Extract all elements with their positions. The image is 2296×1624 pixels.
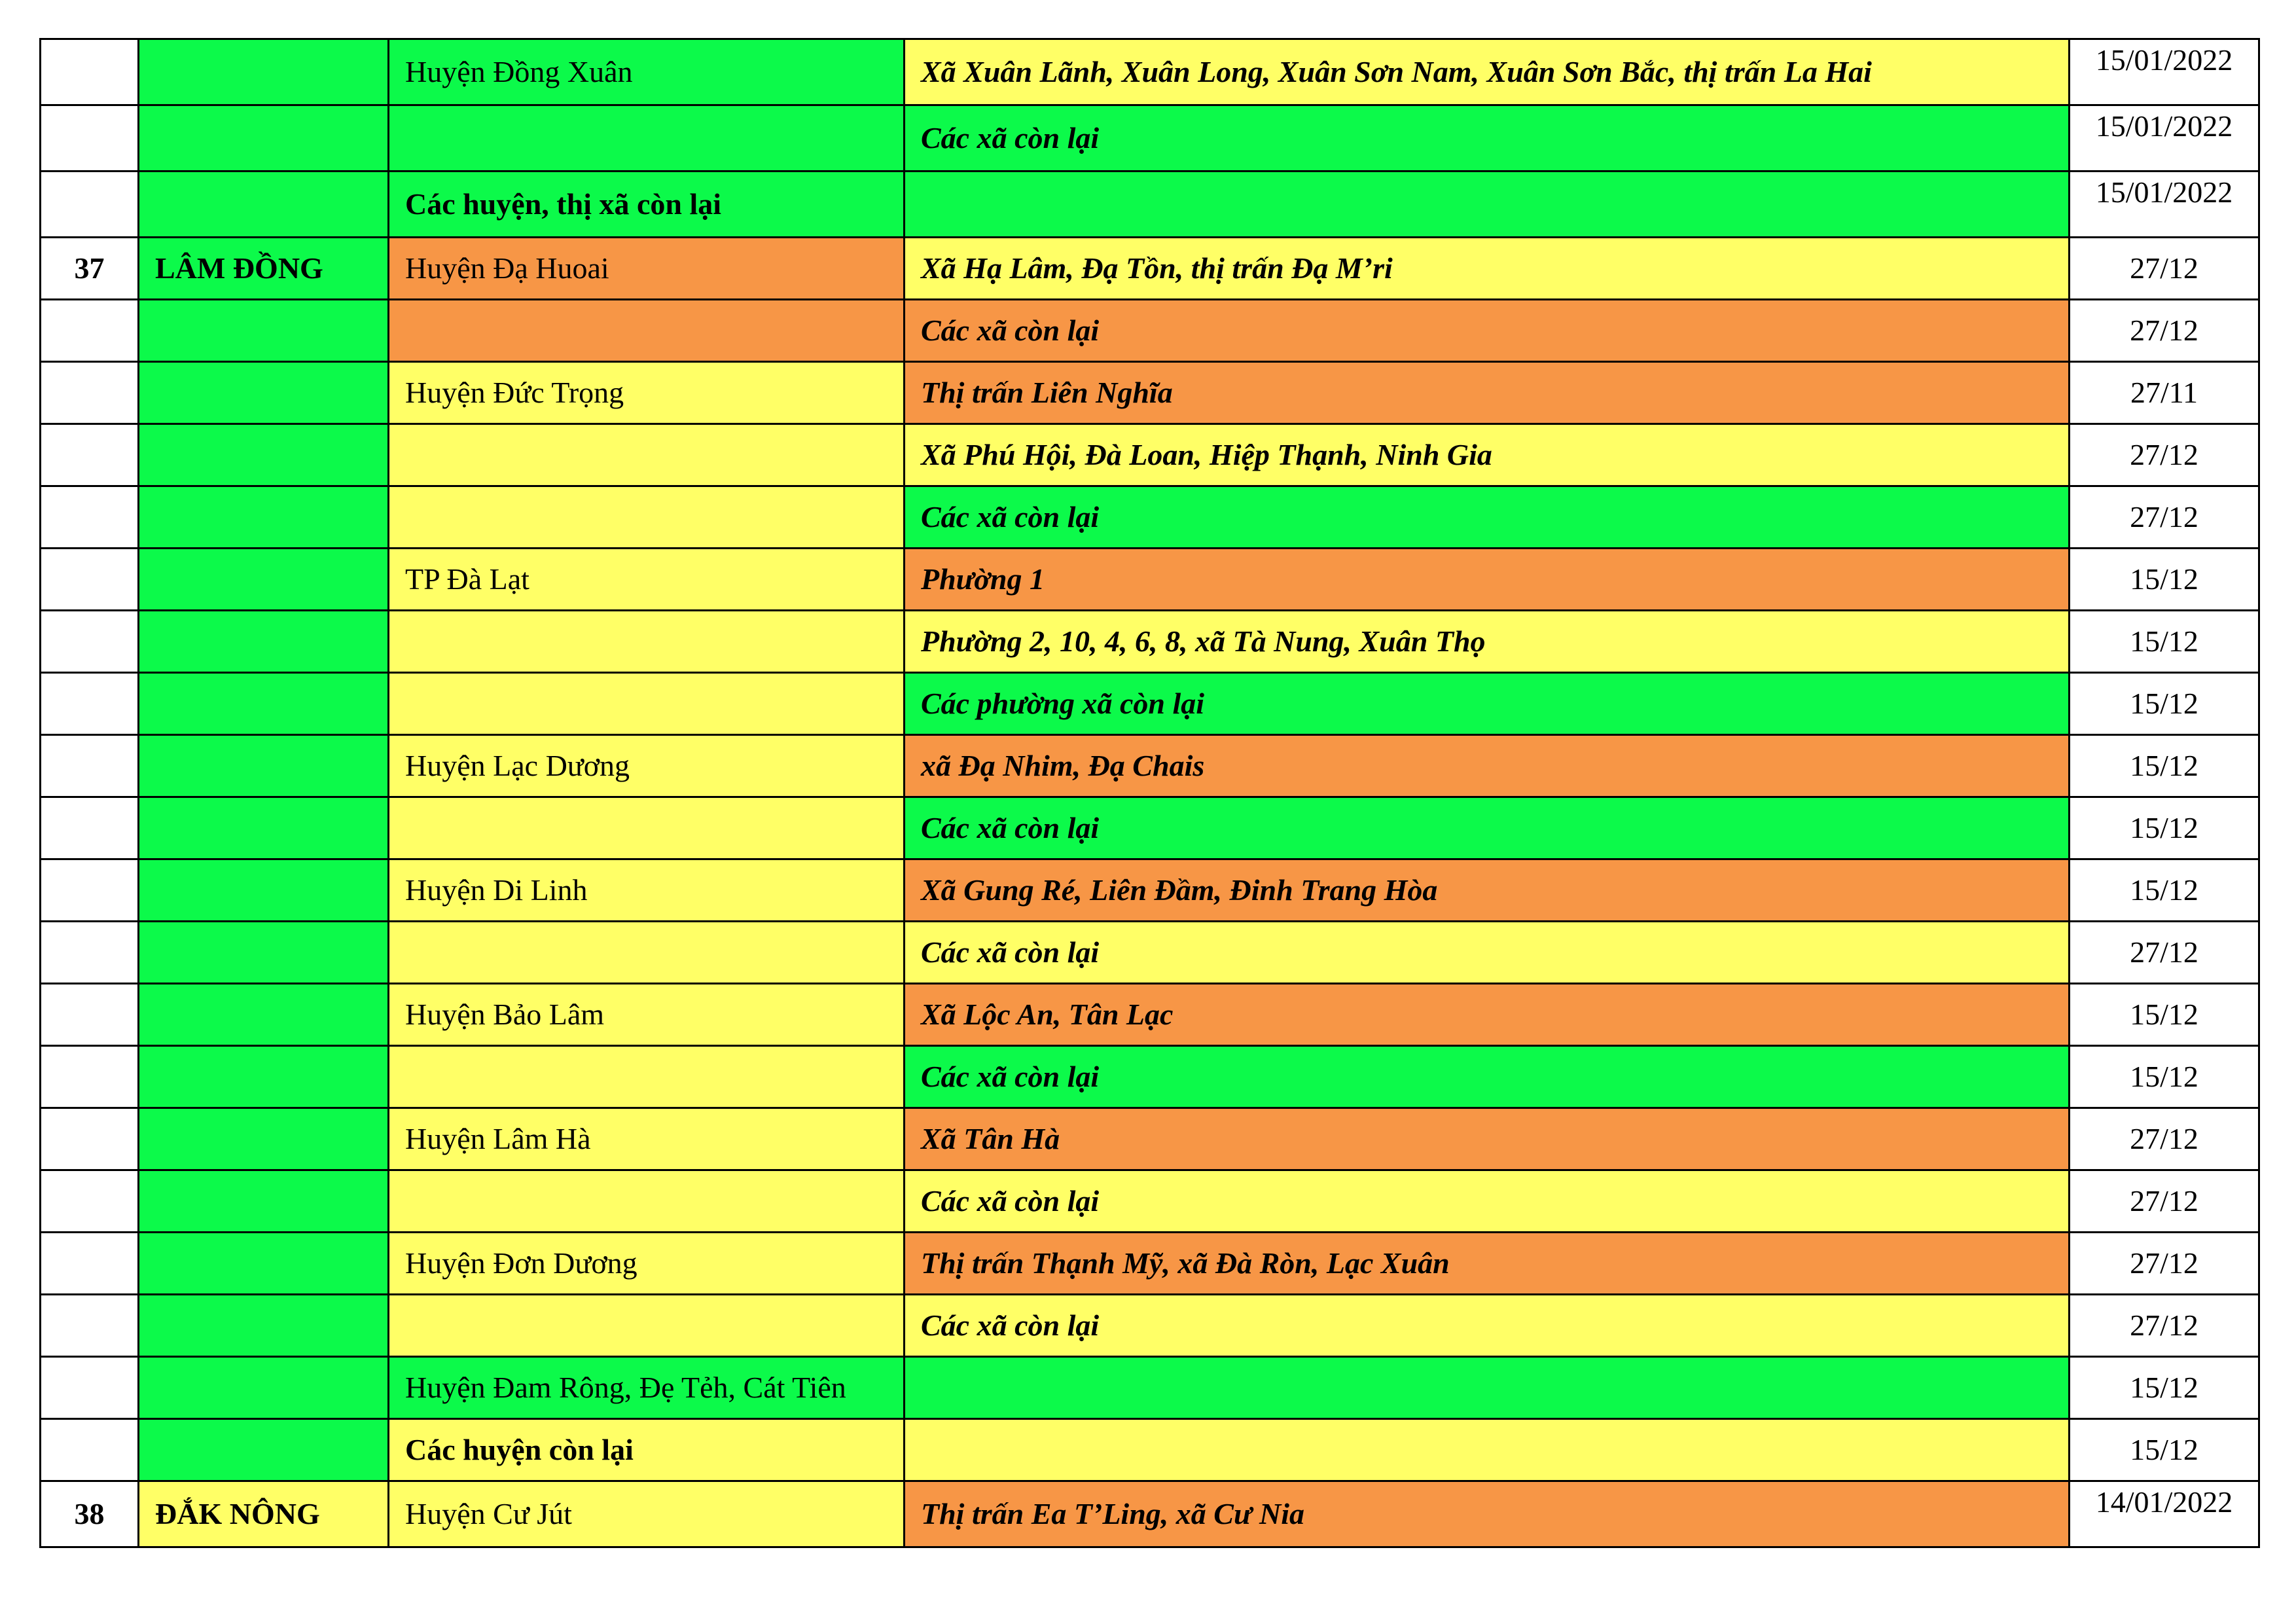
province-cell [139, 1295, 389, 1357]
stt-cell [41, 611, 139, 673]
commune-cell: Các xã còn lại [905, 486, 2070, 549]
province-cell [139, 424, 389, 486]
commune-cell: Các phường xã còn lại [905, 673, 2070, 735]
date-cell: 15/12 [2070, 797, 2259, 859]
commune-cell: Xã Phú Hội, Đà Loan, Hiệp Thạnh, Ninh Gia [905, 424, 2070, 486]
district-cell [389, 673, 905, 735]
commune-cell: Các xã còn lại [905, 922, 2070, 984]
date-cell: 27/12 [2070, 238, 2259, 300]
province-cell [139, 611, 389, 673]
date-cell: 15/12 [2070, 1357, 2259, 1419]
province-cell [139, 1108, 389, 1170]
date-cell: 15/12 [2070, 1419, 2259, 1481]
table-row [41, 300, 2259, 362]
table-row [41, 486, 2259, 549]
province-cell [139, 735, 389, 797]
province-cell: ĐẮK NÔNG [139, 1481, 389, 1547]
commune-cell: Thị trấn Ea T’Ling, xã Cư Nia [905, 1481, 2070, 1547]
table-row [41, 1357, 2259, 1419]
table-row [41, 922, 2259, 984]
date-cell: 15/12 [2070, 673, 2259, 735]
table-row [41, 673, 2259, 735]
district-cell [389, 486, 905, 549]
table-row [41, 1046, 2259, 1108]
table-row [41, 1481, 2259, 1547]
commune-cell: Xã Hạ Lâm, Đạ Tồn, thị trấn Đạ M’ri [905, 238, 2070, 300]
stt-cell [41, 1233, 139, 1295]
stt-cell [41, 1108, 139, 1170]
date-cell: 27/12 [2070, 922, 2259, 984]
date-cell: 27/12 [2070, 1233, 2259, 1295]
district-cell: Huyện Đồng Xuân [389, 39, 905, 105]
stt-cell [41, 673, 139, 735]
stt-cell [41, 486, 139, 549]
stt-cell [41, 300, 139, 362]
commune-cell [905, 1419, 2070, 1481]
commune-cell: Xã Lộc An, Tân Lạc [905, 984, 2070, 1046]
stt-cell [41, 1046, 139, 1108]
district-cell [389, 1170, 905, 1233]
province-cell [139, 39, 389, 105]
district-cell: Huyện Cư Jút [389, 1481, 905, 1547]
district-cell: Huyện Đạ Huoai [389, 238, 905, 300]
province-cell [139, 1357, 389, 1419]
province-cell [139, 1170, 389, 1233]
stt-cell [41, 362, 139, 424]
date-cell: 15/12 [2070, 549, 2259, 611]
commune-cell: xã Đạ Nhim, Đạ Chais [905, 735, 2070, 797]
date-cell: 27/12 [2070, 1108, 2259, 1170]
commune-cell: Xã Gung Ré, Liên Đầm, Đinh Trang Hòa [905, 859, 2070, 922]
district-cell: Huyện Đức Trọng [389, 362, 905, 424]
stt-cell [41, 105, 139, 171]
commune-cell: Các xã còn lại [905, 797, 2070, 859]
table-row [41, 1419, 2259, 1481]
province-cell [139, 1233, 389, 1295]
date-cell: 15/12 [2070, 859, 2259, 922]
commune-cell: Phường 2, 10, 4, 6, 8, xã Tà Nung, Xuân Thọ [905, 611, 2070, 673]
district-cell: TP Đà Lạt [389, 549, 905, 611]
province-cell [139, 300, 389, 362]
commune-cell: Các xã còn lại [905, 1170, 2070, 1233]
date-cell: 15/01/2022 [2070, 105, 2259, 171]
district-cell [389, 1046, 905, 1108]
date-cell: 27/12 [2070, 300, 2259, 362]
date-cell: 27/11 [2070, 362, 2259, 424]
province-cell [139, 797, 389, 859]
stt-cell [41, 922, 139, 984]
table-body [41, 39, 2259, 1547]
date-cell: 15/01/2022 [2070, 39, 2259, 105]
stt-cell [41, 39, 139, 105]
district-cell [389, 424, 905, 486]
province-cell [139, 1046, 389, 1108]
district-cell: Huyện Đam Rông, Đẹ Tẻh, Cát Tiên [389, 1357, 905, 1419]
table-row [41, 1295, 2259, 1357]
stt-cell [41, 1295, 139, 1357]
commune-cell: Xã Tân Hà [905, 1108, 2070, 1170]
commune-cell: Các xã còn lại [905, 300, 2070, 362]
province-cell [139, 922, 389, 984]
date-cell: 15/12 [2070, 735, 2259, 797]
commune-cell: Xã Xuân Lãnh, Xuân Long, Xuân Sơn Nam, Xuân Sơn Bắc, thị trấn La Hai [905, 39, 2070, 105]
table-row [41, 797, 2259, 859]
commune-cell [905, 171, 2070, 238]
table-row [41, 549, 2259, 611]
stt-cell [41, 171, 139, 238]
stt-cell [41, 549, 139, 611]
province-cell: LÂM ĐỒNG [139, 238, 389, 300]
stt-cell [41, 859, 139, 922]
district-cell [389, 611, 905, 673]
province-cell [139, 362, 389, 424]
commune-cell: Phường 1 [905, 549, 2070, 611]
commune-cell: Thị trấn Liên Nghĩa [905, 362, 2070, 424]
province-cell [139, 984, 389, 1046]
province-cell [139, 105, 389, 171]
district-cell [389, 797, 905, 859]
table-row [41, 984, 2259, 1046]
date-cell: 15/12 [2070, 984, 2259, 1046]
table-row [41, 611, 2259, 673]
province-cell [139, 673, 389, 735]
table-row [41, 735, 2259, 797]
province-cell [139, 486, 389, 549]
district-cell [389, 105, 905, 171]
district-cell: Các huyện, thị xã còn lại [389, 171, 905, 238]
district-cell: Huyện Lâm Hà [389, 1108, 905, 1170]
table-row [41, 39, 2259, 105]
district-cell: Huyện Bảo Lâm [389, 984, 905, 1046]
table-row [41, 238, 2259, 300]
date-cell: 14/01/2022 [2070, 1481, 2259, 1547]
district-cell [389, 1295, 905, 1357]
district-cell [389, 300, 905, 362]
stt-cell [41, 1419, 139, 1481]
province-cell [139, 549, 389, 611]
table-row [41, 424, 2259, 486]
commune-cell [905, 1357, 2070, 1419]
stt-cell [41, 1357, 139, 1419]
district-cell [389, 922, 905, 984]
covid-risk-table [39, 38, 2260, 1548]
province-cell [139, 1419, 389, 1481]
stt-cell [41, 797, 139, 859]
province-cell [139, 171, 389, 238]
province-cell [139, 859, 389, 922]
table-row [41, 362, 2259, 424]
district-cell: Huyện Lạc Dương [389, 735, 905, 797]
date-cell: 15/01/2022 [2070, 171, 2259, 238]
date-cell: 27/12 [2070, 424, 2259, 486]
table-row [41, 171, 2259, 238]
table-row [41, 1108, 2259, 1170]
table-row [41, 1233, 2259, 1295]
date-cell: 15/12 [2070, 1046, 2259, 1108]
stt-cell [41, 735, 139, 797]
stt-cell: 37 [41, 238, 139, 300]
commune-cell: Các xã còn lại [905, 1046, 2070, 1108]
stt-cell [41, 984, 139, 1046]
commune-cell: Các xã còn lại [905, 105, 2070, 171]
date-cell: 27/12 [2070, 486, 2259, 549]
commune-cell: Các xã còn lại [905, 1295, 2070, 1357]
commune-cell: Thị trấn Thạnh Mỹ, xã Đà Ròn, Lạc Xuân [905, 1233, 2070, 1295]
table-row [41, 105, 2259, 171]
district-cell: Huyện Đơn Dương [389, 1233, 905, 1295]
district-cell: Huyện Di Linh [389, 859, 905, 922]
stt-cell [41, 1170, 139, 1233]
district-cell: Các huyện còn lại [389, 1419, 905, 1481]
date-cell: 27/12 [2070, 1170, 2259, 1233]
table-row [41, 859, 2259, 922]
stt-cell [41, 424, 139, 486]
date-cell: 27/12 [2070, 1295, 2259, 1357]
date-cell: 15/12 [2070, 611, 2259, 673]
stt-cell: 38 [41, 1481, 139, 1547]
table-row [41, 1170, 2259, 1233]
